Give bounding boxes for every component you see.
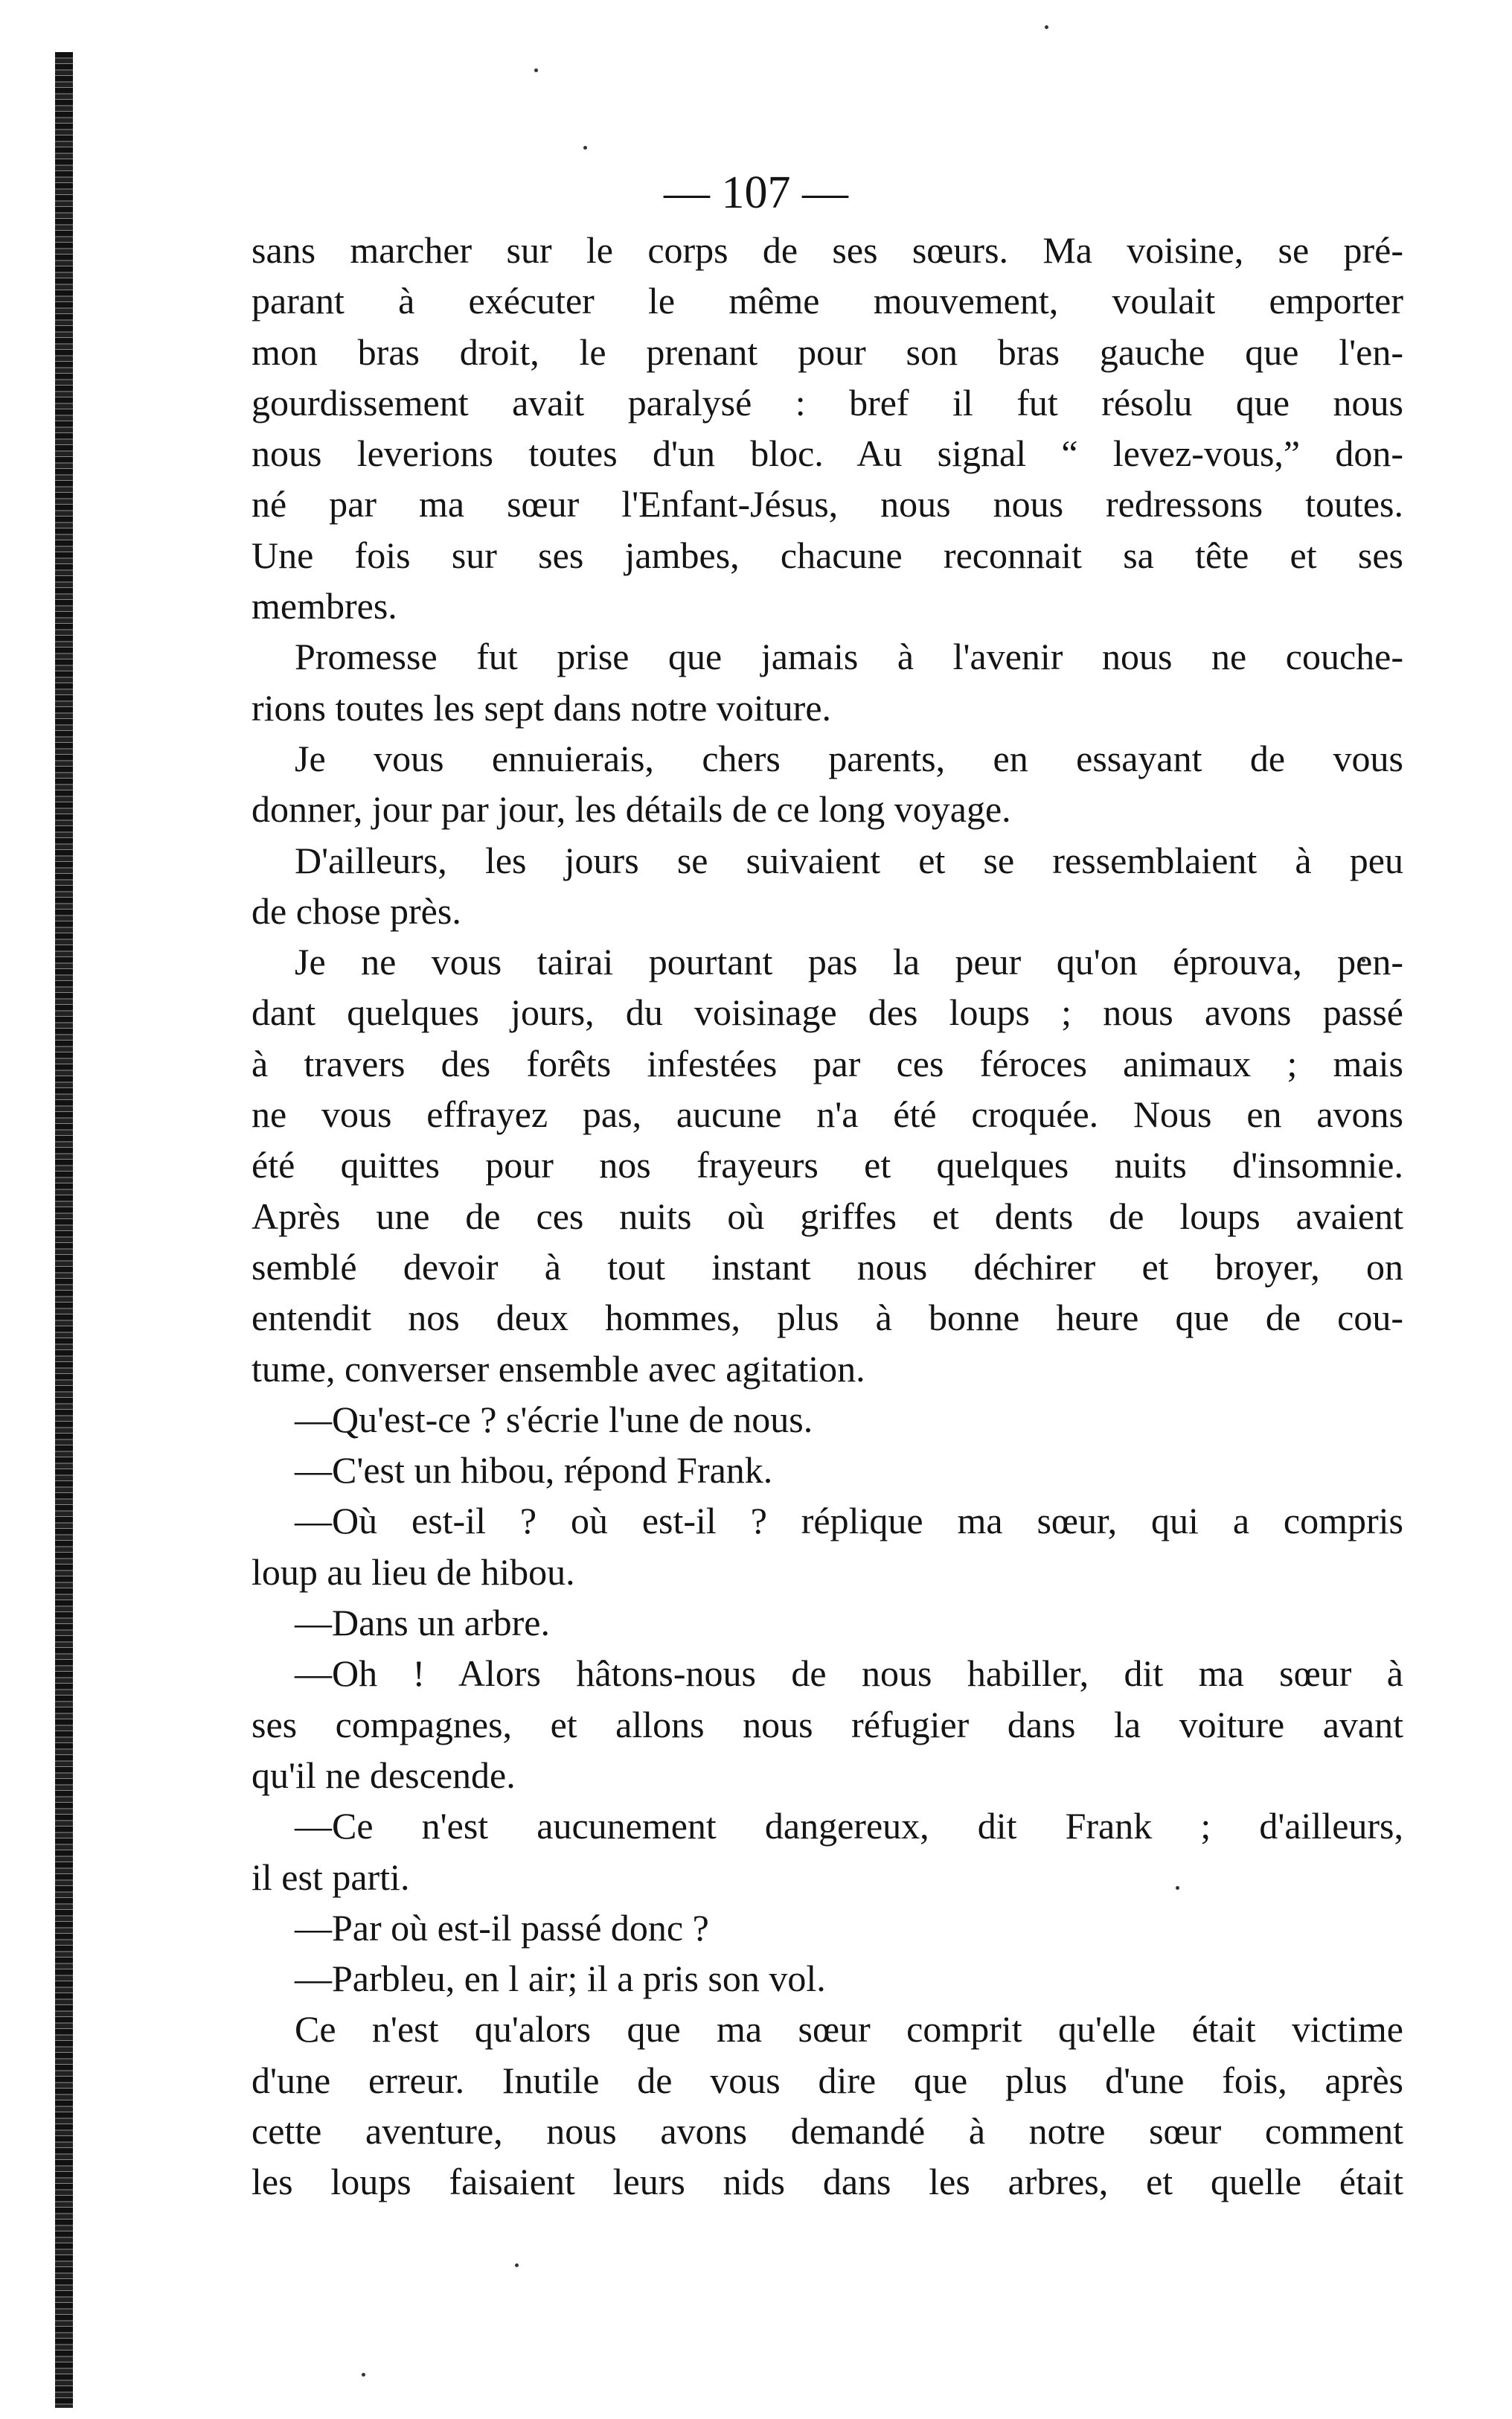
text-line: qu'il ne descende.: [252, 1754, 516, 1796]
text-line: Après une de ces nuits où griffes et dents de loups avaient: [252, 1195, 1403, 1237]
ink-speck: [534, 68, 538, 72]
text-line: semblé devoir à tout instant nous déchirer et broyer, on: [252, 1245, 1403, 1288]
text-line: sans marcher sur le corps de ses sœurs. Ma voisine, se pré-: [252, 229, 1403, 271]
text-line: Je vous ennuierais, chers parents, en essayant de vous: [295, 737, 1403, 779]
page-binding-edge: [55, 52, 73, 2408]
text-line: —C'est un hibou, répond Frank.: [295, 1449, 773, 1492]
text-line: entendit nos deux hommes, plus à bonne heure que de cou-: [252, 1297, 1403, 1339]
text-line: dant quelques jours, du voisinage des loups ; nous avons passé: [252, 991, 1403, 1034]
text-line: cette aventure, nous avons demandé à notre sœur comment: [252, 2109, 1403, 2152]
text-line: tume, converser ensemble avec agitation.: [252, 1347, 865, 1390]
text-line: de chose près.: [252, 889, 461, 932]
text-line: membres.: [252, 585, 397, 627]
text-line: parant à exécuter le même mouvement, voulait emporter: [252, 280, 1403, 322]
text-line: ne vous effrayez pas, aucune n'a été croquée. Nous en avons: [252, 1093, 1403, 1136]
text-line: rions toutes les sept dans notre voiture.: [252, 686, 832, 729]
text-line: —Oh ! Alors hâtons-nous de nous habiller, dit ma sœur à: [295, 1652, 1403, 1695]
text-line: ses compagnes, et allons nous réfugier dans la voiture avant: [252, 1703, 1403, 1745]
text-line: donner, jour par jour, les détails de ce long voyage.: [252, 788, 1011, 831]
text-line: nous leverions toutes d'un bloc. Au signal “ levez-vous,” don-: [252, 432, 1403, 475]
ink-speck: [1045, 25, 1048, 29]
text-line: —Ce n'est aucunement dangereux, dit Frank ; d'ailleurs,: [295, 1805, 1403, 1847]
text-line: à travers des forêts infestées par ces féroces animaux ; mais: [252, 1042, 1403, 1084]
text-line: Je ne vous tairai pourtant pas la peur qu'on éprouva, pen-: [295, 941, 1403, 983]
text-line: Ce n'est qu'alors que ma sœur comprit qu'elle était victime: [295, 2008, 1403, 2051]
ink-speck: [515, 2263, 519, 2267]
text-line: né par ma sœur l'Enfant-Jésus, nous nous redressons toutes.: [252, 483, 1403, 525]
text-line: été quittes pour nos frayeurs et quelques nuits d'insomnie.: [252, 1144, 1403, 1186]
text-line: loup au lieu de hibou.: [252, 1550, 575, 1593]
ink-speck: [362, 2373, 365, 2377]
body-text: [252, 225, 1403, 2208]
text-line: —Par où est-il passé donc ?: [295, 1906, 709, 1949]
text-line: d'une erreur. Inutile de vous dire que plus d'une fois, après: [252, 2059, 1403, 2101]
text-line: —Qu'est-ce ? s'écrie l'une de nous.: [295, 1398, 813, 1440]
text-line: gourdissement avait paralysé : bref il fut résolu que nous: [252, 381, 1403, 424]
text-line: D'ailleurs, les jours se suivaient et se ressemblaient à peu: [295, 839, 1403, 881]
text-line: —Parbleu, en l air; il a pris son vol.: [295, 1958, 826, 2000]
text-line: Une fois sur ses jambes, chacune reconnait sa tête et ses: [252, 534, 1403, 576]
text-line: —Où est-il ? où est-il ? réplique ma sœur, qui a compris: [295, 1500, 1403, 1542]
ink-speck: [583, 146, 587, 150]
text-line: il est parti.: [252, 1856, 410, 1898]
text-line: mon bras droit, le prenant pour son bras gauche que l'en-: [252, 330, 1403, 373]
text-line: —Dans un arbre.: [295, 1602, 550, 1644]
page-number: — 107 —: [664, 167, 848, 218]
text-line: les loups faisaient leurs nids dans les arbres, et quelle était: [252, 2161, 1403, 2203]
text-line: Promesse fut prise que jamais à l'avenir nous ne couche-: [295, 636, 1403, 678]
